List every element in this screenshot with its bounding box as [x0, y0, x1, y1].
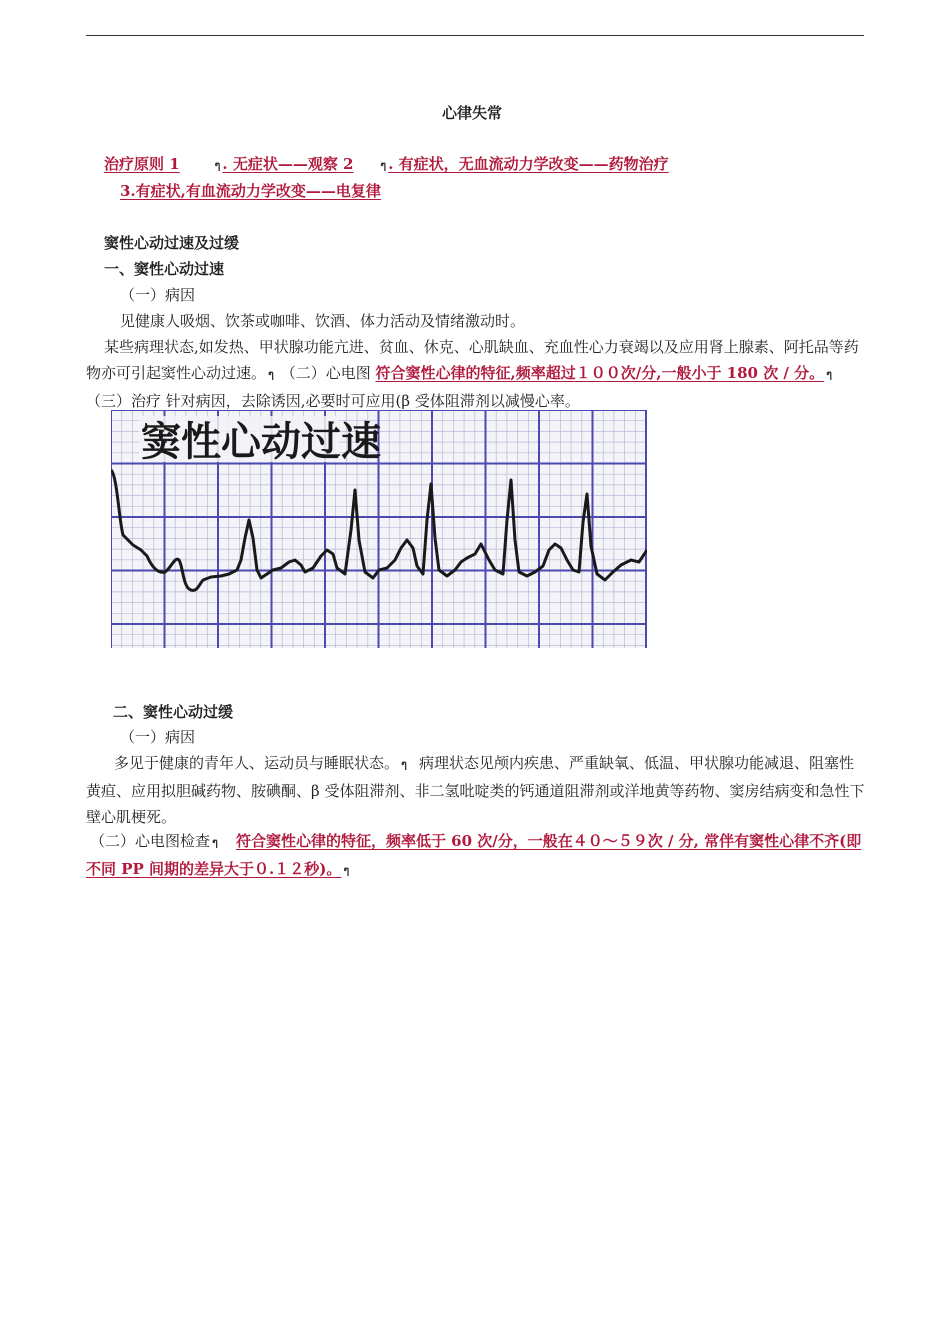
brady-ecg-text: 符合窦性心律的特征，频率低于 60 次/分，一般在４０～５９次 / 分, 常伴有窦性心律不齐(即不同 PP 间期的差异大于０.１２秒)。 — [86, 832, 862, 878]
brady-paragraph — [86, 750, 866, 830]
tachy-cause-label: （一）病因 — [120, 286, 196, 304]
tachy-cause-text1: 见健康人吸烟、饮茶或咖啡、饮酒、体力活动及情绪激动时。 — [120, 312, 526, 330]
treatment-principles-line2 — [120, 181, 381, 201]
brady-ecg-paragraph — [86, 828, 866, 884]
principle-label: 治疗原则 1 — [104, 155, 180, 173]
brady-cause-label: （一）病因 — [120, 728, 196, 746]
anchor-mark-icon: ๆ — [214, 159, 221, 172]
principle-item-2: . 有症状，无血流动力学改变——药物治疗 — [388, 155, 669, 173]
anchor-mark-icon: ๆ — [212, 836, 218, 849]
brady-heading: 二、窦性心动过缓 — [113, 703, 234, 721]
anchor-mark-icon: ๆ — [401, 758, 407, 771]
anchor-mark-icon: ๆ — [268, 368, 274, 381]
page-title: 心律失常 — [442, 104, 503, 122]
principle-item-3: 3.有症状,有血流动力学改变——电复律 — [120, 182, 381, 200]
anchor-mark-icon: ๆ — [826, 368, 833, 381]
section-heading: 窦性心动过速及过缓 — [104, 234, 240, 252]
brady-ecg-label: （二）心电图检查 — [90, 832, 211, 850]
ecg-image-caption: 窦性心动过速 — [141, 418, 381, 465]
tachy-cause-text2: 某些病理状态,如发热、甲状腺功能亢进、贫血、休克、心肌缺血、充血性心力衰竭以及应用肾上腺素、阿托品等药物亦可引起窦性心动过速。 — [86, 338, 859, 382]
tachy-ecg-label: （二）心电图 — [280, 364, 371, 382]
brady-cause-text2: 病理状态见颅内疾患、严重缺氧、低温、甲状腺功能减退、阻塞性黄疸、应用拟胆碱药物、胺碘酮、β 受体阻滞剂、非二氢吡啶类的钙通道阻滞剂或洋地黄等药物、窦房结病变和急性下壁心肌梗死。 — [86, 754, 865, 826]
tachy-ecg-text: 符合窦性心律的特征,频率超过１００次/分,一般小于 180 次 / 分。 — [375, 364, 825, 382]
tachy-heading: 一、窦性心动过速 — [104, 260, 225, 278]
principle-item-1: . 无症状——观察 2 — [222, 155, 354, 173]
treatment-principles-line1 — [104, 154, 669, 176]
tachy-treat-text: （三）治疗 针对病因，去除诱因,必要时可应用(β 受体阻滞剂以减慢心率。 — [86, 392, 580, 410]
brady-cause-text1: 多见于健康的青年人、运动员与睡眠状态。 — [114, 754, 400, 772]
tachy-paragraph — [86, 334, 866, 414]
anchor-mark-icon: ๆ — [343, 864, 350, 877]
header-rule — [86, 35, 864, 36]
ecg-strip-image — [111, 410, 647, 648]
anchor-mark-icon: ๆ — [380, 159, 387, 172]
